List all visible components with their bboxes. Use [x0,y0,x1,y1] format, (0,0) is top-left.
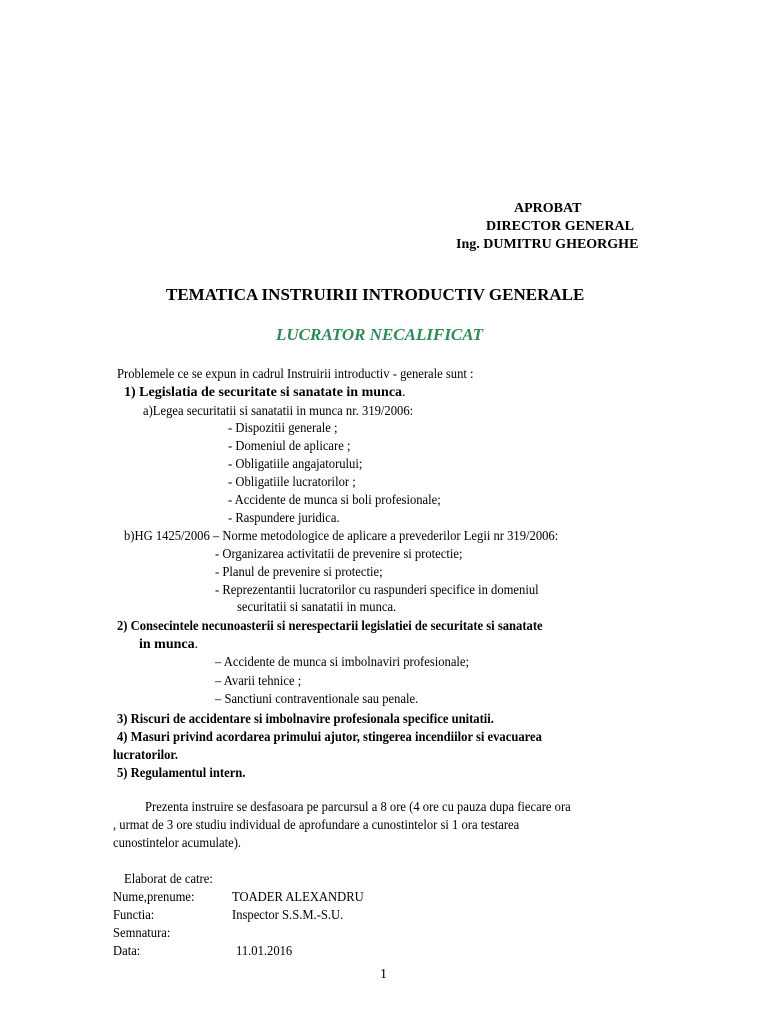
list-item: - Planul de prevenire si protectie; [215,565,383,580]
section1-heading: 1) Legislatia de securitate si sanatate in munca. [124,385,406,400]
section4-heading-line2: lucratorilor. [113,748,178,763]
paragraph-line-2: , urmat de 3 ore studiu individual de aprofundare a cunostintelor si 1 ora testarea [113,818,520,833]
list-item: - Accidente de munca si boli profesionale; [228,493,441,508]
list-item: - Obligatiile angajatorului; [228,457,363,472]
list-item: - Dispozitii generale ; [228,421,338,436]
intro-text: Problemele ce se expun in cadrul Instruirii introductiv - generale sunt : [117,367,474,382]
signature-label-signature: Semnatura: [113,926,171,941]
paragraph-line-3: cunostintelor acumulate). [113,836,242,851]
list-item: - Raspundere juridica. [228,511,340,526]
page-number: 1 [380,967,387,982]
signature-value-date: 11.01.2016 [236,944,293,959]
signature-label-function: Functia: [113,908,155,923]
approval-line-1: APROBAT [514,201,582,216]
section5-heading: 5) Regulamentul intern. [117,766,246,781]
list-item: – Sanctiuni contraventionale sau penale. [215,692,419,707]
document-title: TEMATICA INSTRUIRII INTRODUCTIV GENERALE [166,285,585,304]
list-item: - Reprezentantii lucratorilor cu raspunderi specifice in domeniul [215,583,539,598]
list-item: – Avarii tehnice ; [215,674,302,689]
section4-heading-line1: 4) Masuri privind acordarea primului ajutor, stingerea incendiilor si evacuarea [117,730,542,745]
list-item: – Accidente de munca si imbolnaviri profesionale; [215,655,470,670]
section3-heading: 3) Riscuri de accidentare si imbolnavire profesionala specifice unitatii. [117,712,494,727]
section2-heading-line2: in munca. [139,637,199,652]
list-item-continuation: securitatii si sanatatii in munca. [237,600,397,615]
paragraph-line-1: Prezenta instruire se desfasoara pe parcursul a 8 ore (4 ore cu pauza dupa fiecare ora [145,800,571,815]
list-item: - Domeniul de aplicare ; [228,439,351,454]
section1-b-title: b)HG 1425/2006 – Norme metodologice de aplicare a prevederilor Legii nr 319/2006: [124,529,559,544]
signature-value-name: TOADER ALEXANDRU [232,890,364,905]
signature-label-name: Nume,prenume: [113,890,195,905]
list-item: - Organizarea activitatii de prevenire si protectie; [215,547,463,562]
signature-value-function: Inspector S.S.M.-S.U. [232,908,344,923]
approval-line-2: DIRECTOR GENERAL [486,219,634,234]
approval-line-3: Ing. DUMITRU GHEORGHE [456,237,639,252]
signature-label-date: Data: [113,944,141,959]
section2-heading-line1: 2) Consecintele necunoasterii si nerespectarii legislatiei de securitate si sanatate [117,619,543,634]
list-item: - Obligatiile lucratorilor ; [228,475,356,490]
signature-header: Elaborat de catre: [124,872,213,887]
document-subtitle: LUCRATOR NECALIFICAT [276,325,484,344]
section1-a-title: a)Legea securitatii si sanatatii in munca nr. 319/2006: [143,404,414,419]
